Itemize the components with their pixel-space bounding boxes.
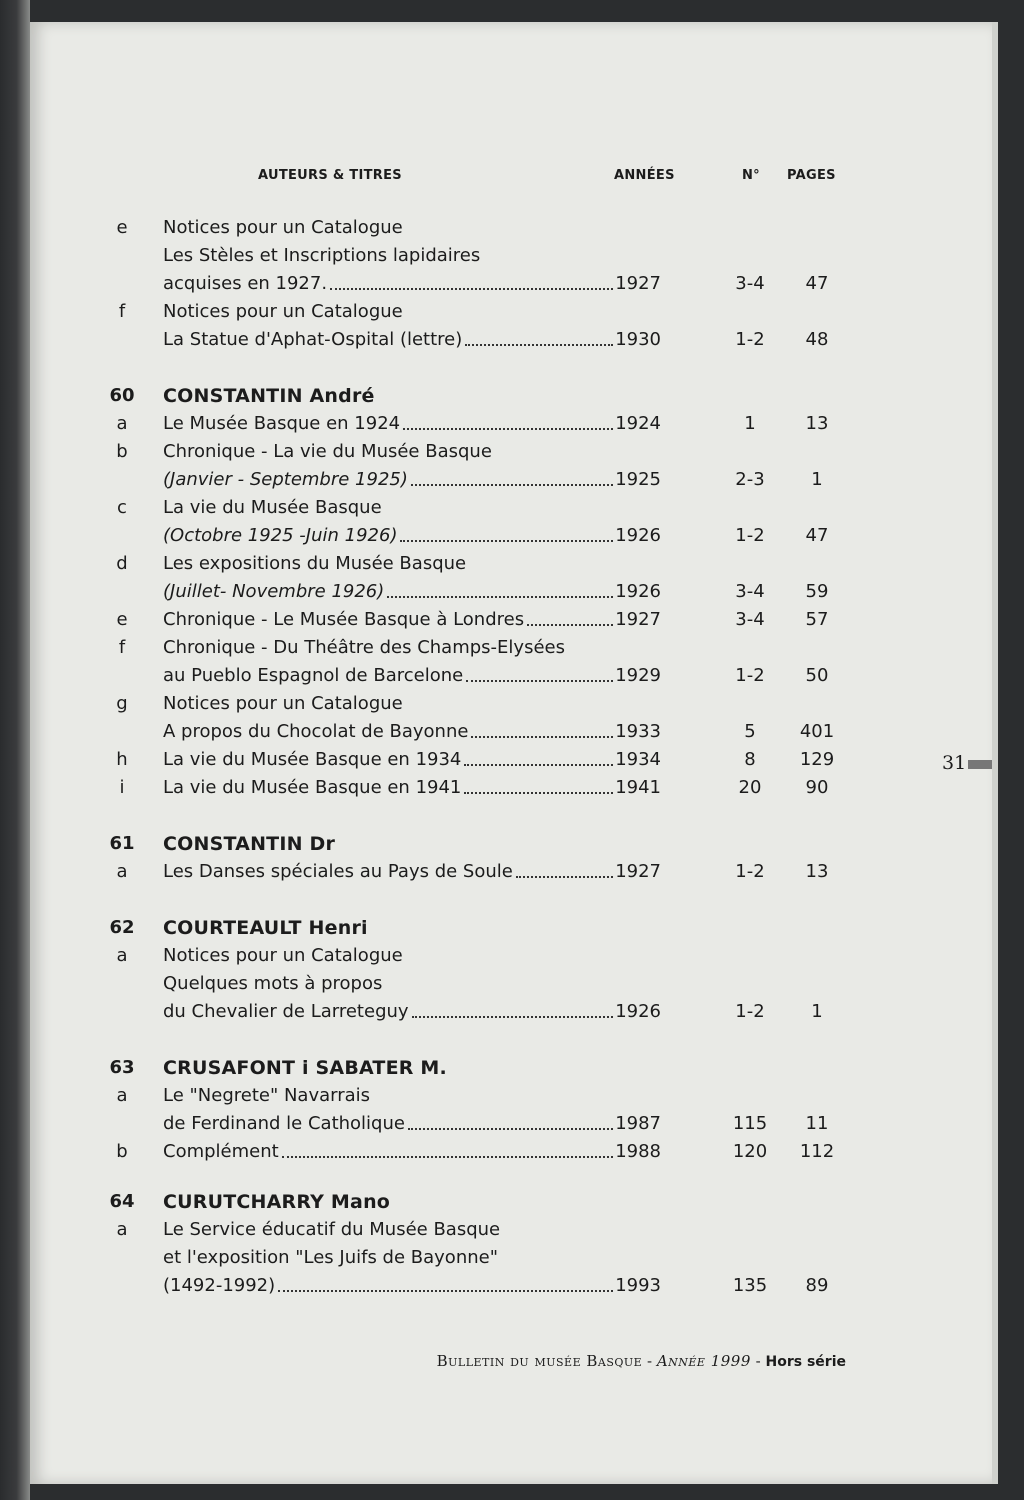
entry-pages: 112: [799, 1141, 835, 1162]
entry-issue-number: 1-2: [735, 329, 765, 350]
entry-year: 1926: [615, 525, 661, 546]
entry-title: acquises en 1927.: [163, 273, 328, 294]
entry-title: La Statue d'Aphat-Ospital (lettre): [163, 329, 463, 350]
entry-title: A propos du Chocolat de Bayonne: [163, 721, 469, 742]
footer-hors-serie: Hors série: [765, 1354, 846, 1370]
author-name: CRUSAFONT i SABATER M.: [163, 1057, 447, 1079]
dot-leader: [408, 1110, 613, 1130]
entry-row: [30, 718, 992, 746]
entry-code: e: [116, 217, 128, 238]
entry-title: au Pueblo Espagnol de Barcelone: [163, 665, 464, 686]
entry-code: i: [119, 777, 125, 798]
author-row: [30, 914, 992, 942]
entry-issue-number: 1-2: [735, 1001, 765, 1022]
entry-code: c: [117, 497, 127, 518]
entry-pages: 57: [805, 609, 829, 630]
entry-code: a: [116, 413, 128, 434]
entry-pages: 89: [805, 1275, 829, 1296]
entry-pages: 11: [805, 1113, 829, 1134]
entry-year: 1933: [615, 721, 661, 742]
dot-leader: [466, 662, 613, 682]
entry-year: 1924: [615, 413, 661, 434]
entry-row: [30, 438, 992, 466]
entry-title: de Ferdinand le Catholique: [163, 1113, 405, 1134]
entry-row: [30, 1272, 992, 1300]
entry-year: 1930: [615, 329, 661, 350]
entry-row: [30, 466, 992, 494]
entry-row: [30, 858, 992, 886]
entry-pages: 13: [805, 861, 829, 882]
entry-pages: 59: [805, 581, 829, 602]
dot-leader: [387, 578, 613, 598]
header-no: N°: [742, 168, 760, 183]
entry-row: [30, 1110, 992, 1138]
entry-pages: 401: [799, 721, 835, 742]
document-page: [30, 22, 992, 1484]
dot-leader: [465, 326, 613, 346]
entry-code: a: [116, 1085, 128, 1106]
header-auteurs: AUTEURS & TITRES: [258, 168, 402, 183]
entry-title: Les expositions du Musée Basque: [163, 553, 467, 574]
entry-pages: 129: [799, 749, 835, 770]
entry-pages: 47: [805, 525, 829, 546]
entry-year: 1988: [615, 1141, 661, 1162]
entry-title: Complément: [163, 1141, 279, 1162]
entry-row: [30, 634, 992, 662]
entry-pages: 47: [805, 273, 829, 294]
dot-leader: [411, 466, 613, 486]
entry-row: [30, 214, 992, 242]
entry-code: d: [116, 553, 128, 574]
header-annees: ANNÉES: [614, 168, 675, 183]
entry-row: [30, 522, 992, 550]
footer-separator: -: [750, 1352, 766, 1370]
entry-row: [30, 550, 992, 578]
entry-title: Les Stèles et Inscriptions lapidaires: [163, 245, 481, 266]
entry-code: a: [116, 1219, 128, 1240]
author-row: [30, 382, 992, 410]
entry-year: 1987: [615, 1113, 661, 1134]
entry-year: 1925: [615, 469, 661, 490]
entry-code: h: [116, 749, 128, 770]
entry-code: f: [118, 301, 126, 322]
entry-with-leader: [163, 522, 661, 550]
entry-row: [30, 1216, 992, 1244]
entry-title: Notices pour un Catalogue: [163, 945, 403, 966]
entry-row: [30, 606, 992, 634]
author-number: 61: [109, 833, 135, 854]
entry-row: [30, 1244, 992, 1272]
entry-issue-number: 135: [732, 1275, 768, 1296]
author-row: [30, 1188, 992, 1216]
entry-issue-number: 8: [744, 749, 756, 770]
entry-with-leader: [163, 1272, 661, 1300]
entry-row: [30, 410, 992, 438]
author-name: COURTEAULT Henri: [163, 917, 368, 939]
dot-leader: [471, 718, 613, 738]
page-edge: [992, 22, 998, 1484]
entry-with-leader: [163, 270, 661, 298]
entry-year: 1993: [615, 1275, 661, 1296]
entry-issue-number: 120: [732, 1141, 768, 1162]
entry-title: Notices pour un Catalogue: [163, 217, 403, 238]
entry-row: [30, 662, 992, 690]
author-row: [30, 830, 992, 858]
entry-title: Le Service éducatif du Musée Basque: [163, 1219, 501, 1240]
entry-with-leader: [163, 998, 661, 1026]
author-name: CURUTCHARRY Mano: [163, 1191, 391, 1213]
entry-pages: 1: [811, 469, 823, 490]
entry-title: Le "Negrete" Navarrais: [163, 1085, 371, 1106]
dot-leader: [403, 410, 613, 430]
author-number: 63: [109, 1057, 135, 1078]
header-pages: PAGES: [787, 168, 836, 183]
entry-row: [30, 970, 992, 998]
entry-title: du Chevalier de Larreteguy: [163, 1001, 409, 1022]
entry-title: Le Musée Basque en 1924: [163, 413, 401, 434]
entry-title: Chronique - La vie du Musée Basque: [163, 441, 492, 462]
entry-with-leader: [163, 746, 661, 774]
entry-code: g: [116, 693, 128, 714]
entry-row: [30, 774, 992, 802]
entry-row: [30, 298, 992, 326]
entry-row: [30, 270, 992, 298]
entry-issue-number: 115: [732, 1113, 768, 1134]
author-number: 64: [109, 1191, 135, 1212]
entry-title: La vie du Musée Basque en 1934: [163, 749, 462, 770]
footer-separator: -: [642, 1352, 657, 1370]
dot-leader: [464, 746, 613, 766]
entry-code: a: [116, 861, 128, 882]
dot-leader: [330, 270, 613, 290]
entry-title: (Juillet- Novembre 1926): [163, 581, 385, 602]
author-name: CONSTANTIN André: [163, 385, 375, 407]
column-header: [30, 168, 992, 188]
entry-with-leader: [163, 466, 661, 494]
author-name: CONSTANTIN Dr: [163, 833, 336, 855]
entry-issue-number: 1-2: [735, 525, 765, 546]
dot-leader: [527, 606, 613, 626]
entry-title: La vie du Musée Basque en 1941: [163, 777, 462, 798]
entry-title: Quelques mots à propos: [163, 973, 383, 994]
entry-title: Chronique - Du Théâtre des Champs-Elysées: [163, 637, 565, 658]
entry-title: et l'exposition "Les Juifs de Bayonne": [163, 1247, 498, 1268]
dot-leader: [400, 522, 613, 542]
entry-row: [30, 494, 992, 522]
entry-with-leader: [163, 718, 661, 746]
entry-year: 1927: [615, 273, 661, 294]
entry-row: [30, 242, 992, 270]
entry-pages: 48: [805, 329, 829, 350]
dot-leader: [516, 858, 613, 878]
entry-year: 1929: [615, 665, 661, 686]
entry-title: Notices pour un Catalogue: [163, 301, 403, 322]
page-number: 31: [942, 752, 967, 774]
entry-issue-number: 2-3: [735, 469, 765, 490]
entry-code: b: [116, 1141, 128, 1162]
entry-code: a: [116, 945, 128, 966]
entry-issue-number: 3-4: [735, 581, 765, 602]
entry-issue-number: 20: [738, 777, 762, 798]
author-row: [30, 1054, 992, 1082]
entry-row: [30, 326, 992, 354]
entry-year: 1927: [615, 609, 661, 630]
entry-year: 1941: [615, 777, 661, 798]
dot-leader: [282, 1138, 613, 1158]
entry-row: [30, 1138, 992, 1166]
entry-with-leader: [163, 1110, 661, 1138]
entry-with-leader: [163, 858, 661, 886]
entry-with-leader: [163, 606, 661, 634]
entry-code: b: [116, 441, 128, 462]
entry-year: 1926: [615, 1001, 661, 1022]
entry-code: f: [118, 637, 126, 658]
entry-year: 1926: [615, 581, 661, 602]
entry-issue-number: 3-4: [735, 273, 765, 294]
entry-title: Notices pour un Catalogue: [163, 693, 403, 714]
entry-title: (1492-1992): [163, 1275, 276, 1296]
entry-with-leader: [163, 662, 661, 690]
entry-issue-number: 5: [744, 721, 756, 742]
entry-row: [30, 1082, 992, 1110]
entry-issue-number: 1-2: [735, 861, 765, 882]
entry-pages: 50: [805, 665, 829, 686]
footer-annee: Année 1999: [656, 1352, 751, 1370]
entry-issue-number: 3-4: [735, 609, 765, 630]
entry-row: [30, 942, 992, 970]
entry-year: 1927: [615, 861, 661, 882]
author-number: 62: [109, 917, 135, 938]
entry-issue-number: 1-2: [735, 665, 765, 686]
entry-title: (Janvier - Septembre 1925): [163, 469, 408, 490]
entry-code: e: [116, 609, 128, 630]
entry-with-leader: [163, 410, 661, 438]
entry-with-leader: [163, 578, 661, 606]
entry-pages: 90: [805, 777, 829, 798]
entry-title: Chronique - Le Musée Basque à Londres: [163, 609, 525, 630]
entry-pages: 13: [805, 413, 829, 434]
dot-leader: [464, 774, 613, 794]
entry-title: (Octobre 1925 -Juin 1926): [163, 525, 398, 546]
book-spine: [0, 0, 30, 1500]
dot-leader: [278, 1272, 613, 1292]
entry-year: 1934: [615, 749, 661, 770]
entry-row: [30, 746, 992, 774]
footer-bulletin: Bulletin du musée Basque: [436, 1352, 643, 1370]
entry-row: [30, 690, 992, 718]
entry-with-leader: [163, 774, 661, 802]
entry-with-leader: [163, 326, 661, 354]
dot-leader: [412, 998, 614, 1018]
author-number: 60: [109, 385, 135, 406]
entry-with-leader: [163, 1138, 661, 1166]
entry-pages: 1: [811, 1001, 823, 1022]
entry-title: Les Danses spéciales au Pays de Soule: [163, 861, 513, 882]
page-footer: [437, 1352, 846, 1370]
entry-row: [30, 578, 992, 606]
entry-row: [30, 998, 992, 1026]
entry-issue-number: 1: [744, 413, 756, 434]
entry-title: La vie du Musée Basque: [163, 497, 382, 518]
